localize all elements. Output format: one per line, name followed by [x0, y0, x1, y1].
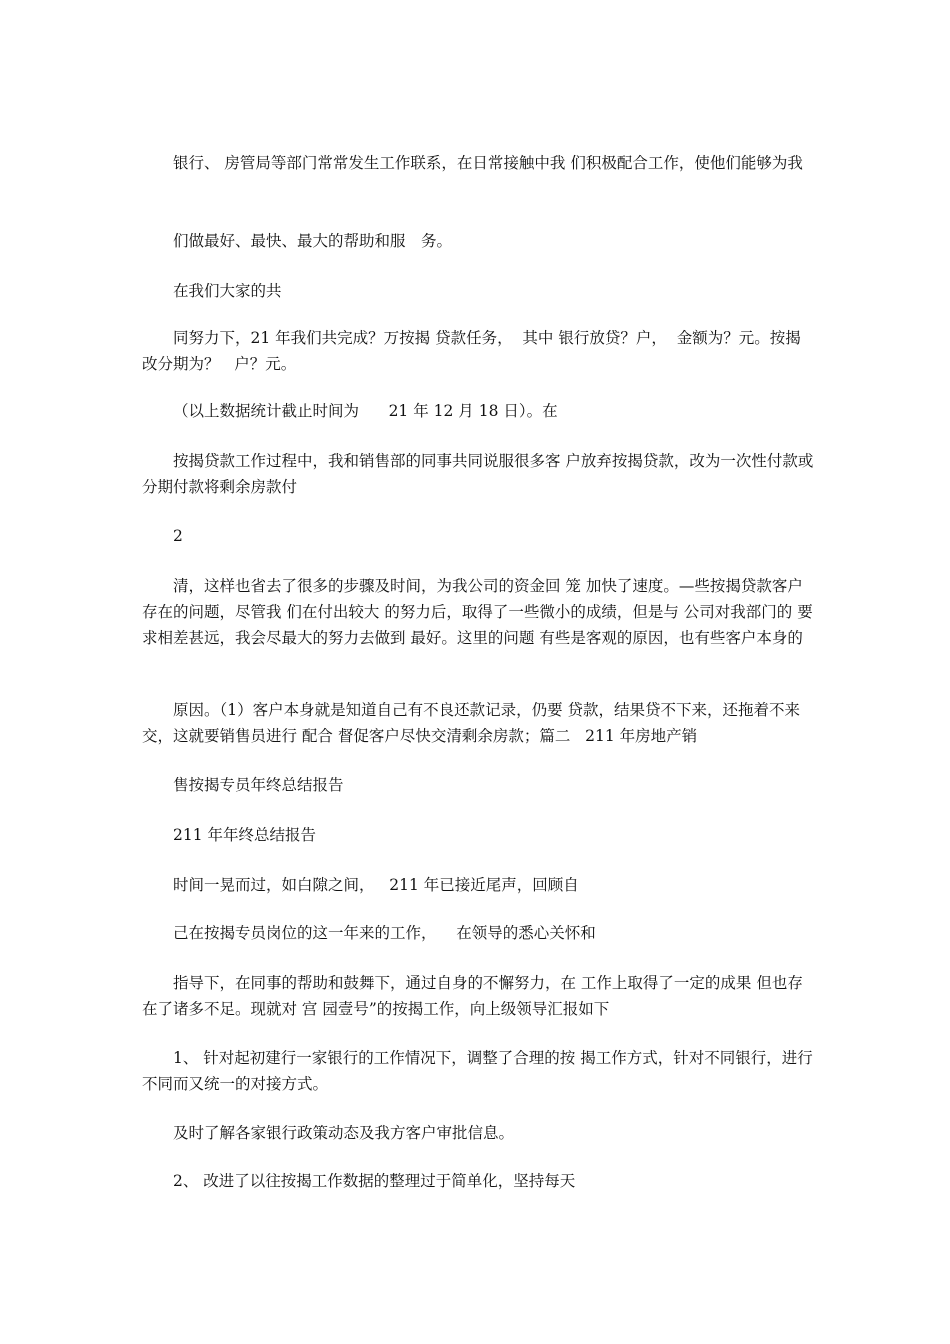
- paragraph-11: 时间一晃而过，如白隙之间， 211 年已接近尾声，回顾自: [173, 876, 579, 894]
- paragraph-15: 及时了解各家银行政策动态及我方客户审批信息。: [173, 1124, 515, 1142]
- paragraph-5: （以上数据统计截止时间为 21 年 12 月 18 日）。在: [173, 402, 558, 420]
- paragraph-8: 原因。（1）客户本身就是知道自己有不良还款记录，仍要 贷款，结果贷不下来，还拖着不来交，这就要销售员进行 配合 督促客户尽快交清剩余房款；篇二 211 年房地产销: [142, 701, 801, 745]
- paragraph-10: 211 年年终总结报告: [173, 826, 317, 844]
- paragraph-9: 售按揭专员年终总结报告: [173, 776, 344, 794]
- paragraph-2: 们做最好、最快、最大的帮助和服 务。: [173, 232, 453, 250]
- paragraph-6: 按揭贷款工作过程中，我和销售部的同事共同说服很多客 户放弃按揭贷款，改为一次性付款或分期付款将剩余房款付: [142, 452, 814, 496]
- paragraph-3: 在我们大家的共: [173, 282, 282, 300]
- paragraph-4: 同努力下，21 年我们共完成？万按揭 贷款任务， 其中 银行放贷？户， 金额为？元。按揭改分期为？ 户？元。: [142, 329, 801, 373]
- page-number: 2: [173, 527, 183, 545]
- paragraph-13: 指导下，在同事的帮助和鼓舞下，通过自身的不懈努力，在 工作上取得了一定的成果 但也存在了诸多不足。现就对 宫 园壹号”的按揭工作，向上级领导汇报如下: [142, 974, 803, 1018]
- paragraph-1: 银行、 房管局等部门常常发生工作联系，在日常接触中我 们积极配合工作，使他们能够为我: [173, 154, 803, 172]
- paragraph-7: 清，这样也省去了很多的步骤及时间，为我公司的资金回 笼 加快了速度。—些按揭贷款客户存在的问题，尽管我 们在付出较大 的努力后，取得了一些微小的成绩，但是与 公司对我部门的 要求相差甚远，我会尽最大的努力去做到 最好。这里的问题 有些是客观的原因，也有些客户本身的: [142, 577, 813, 647]
- paragraph-12: 己在按揭专员岗位的这一年来的工作， 在领导的悉心关怀和: [173, 924, 596, 942]
- paragraph-14: 1、 针对起初建行一家银行的工作情况下，调整了合理的按 揭工作方式，针对不同银行，进行不同而又统一的对接方式。: [142, 1049, 813, 1093]
- paragraph-16: 2、 改进了以往按揭工作数据的整理过于简单化，坚持每天: [173, 1172, 576, 1190]
